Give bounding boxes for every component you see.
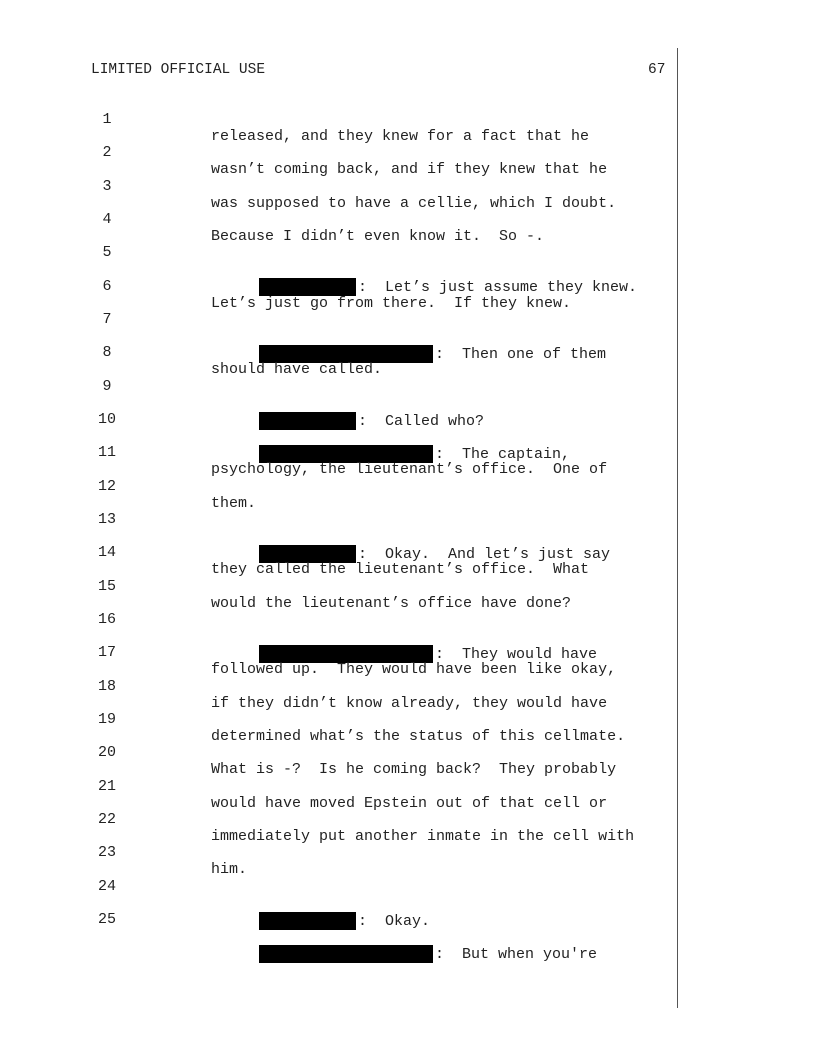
line-text: : The captain, [435,445,571,463]
line-text: What is -? Is he coming back? They probably [211,761,617,778]
transcript-line [0,761,680,812]
transcript-line [0,661,680,712]
line-text: : Okay. And let’s just say [358,545,611,563]
line-number: 25 [97,911,116,928]
line-text: psychology, the lieutenant’s office. One of [211,461,608,478]
transcript-line [0,627,680,678]
line-number: 18 [97,678,116,695]
line-number: 11 [97,444,116,461]
line-text: : Let’s just assume they knew. [358,278,638,296]
line-text: : Okay. [358,912,431,930]
line-number: 19 [97,711,116,728]
line-text: immediately put another inmate in the cell with [211,828,635,845]
line-text: : They would have [435,645,598,663]
line-number: 23 [97,844,116,861]
line-number: 2 [102,144,112,161]
line-text: if they didn’t know already, they would have [211,695,608,712]
line-number: 7 [102,311,112,328]
transcript-line [0,161,680,212]
line-number: 17 [97,644,116,661]
line-text: Let’s just go from there. If they knew. [211,295,572,312]
line-number: 22 [97,811,116,828]
line-text: Because I didn’t even know it. So -. [211,228,545,245]
line-text: : Then one of them [435,345,607,363]
line-number: 5 [102,244,112,261]
line-number: 8 [102,344,112,361]
line-text: released, and they knew for a fact that he [211,128,590,145]
transcript-line [0,227,680,296]
redaction-box [259,945,433,963]
line-text: determined what’s the status of this cellmate. [211,728,626,745]
transcript-line [0,694,680,745]
line-text: wasn’t coming back, and if they knew that he [211,161,608,178]
line-text: was supposed to have a cellie, which I doubt. [211,195,617,212]
transcript-line [0,127,680,178]
line-number: 4 [102,211,112,228]
line-number: 13 [97,511,116,528]
speaker-turn [259,945,597,963]
page-number: 67 [648,62,666,78]
transcript-line [0,727,680,778]
line-number: 9 [102,378,112,395]
transcript-line [0,94,680,145]
line-number: 1 [102,111,112,128]
transcript-line [0,827,680,878]
line-text: : Called who? [358,412,485,430]
line-number: 14 [97,544,116,561]
line-number: 6 [102,278,112,295]
line-text: they called the lieutenant’s office. What [211,561,590,578]
line-text: him. [211,861,248,878]
line-text: should have called. [211,361,383,378]
header-classification: LIMITED OFFICIAL USE [91,62,266,78]
line-text: followed up. They would have been like okay, [211,661,617,678]
line-number: 20 [97,744,116,761]
transcript-line [0,794,680,845]
line-number: 10 [97,411,116,428]
transcript-line [0,461,680,512]
line-number: 21 [97,778,116,795]
line-number: 24 [97,878,116,895]
line-text: would have moved Epstein out of that cell or [211,795,608,812]
line-number: 16 [97,611,116,628]
transcript-line [0,194,680,245]
transcript-line [0,561,680,612]
line-number: 15 [97,578,116,595]
line-number: 3 [102,178,112,195]
line-text: would the lieutenant’s office have done? [211,595,572,612]
line-text: : But when you're [435,945,598,963]
transcript-line [0,294,680,363]
line-number: 12 [97,478,116,495]
line-text: them. [211,495,257,512]
